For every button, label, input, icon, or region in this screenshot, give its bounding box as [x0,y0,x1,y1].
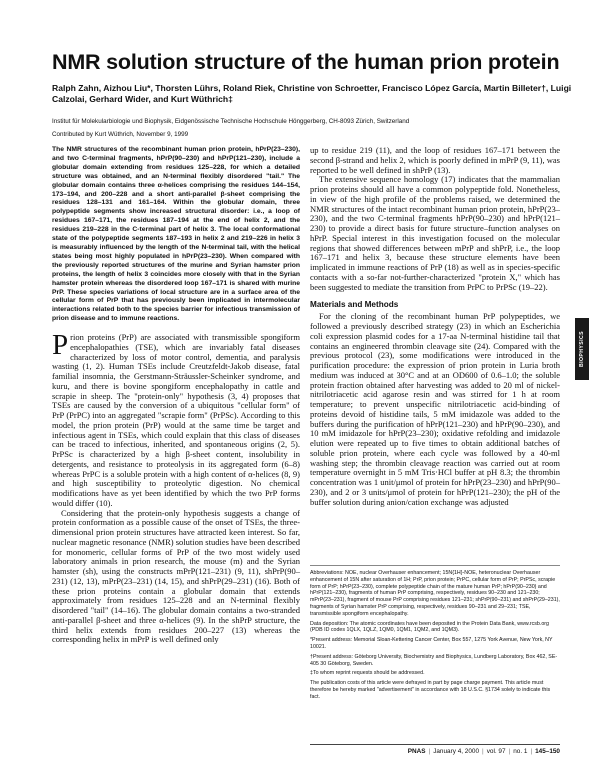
intro-paragraph-1: Prion proteins (PrP) are associated with transmissible spongiform encephalopathies (TSE), which are invariably fatal diseases characterized by loss of motor control, dementia, and paralysis wasting (1, 2). Human TSEs include Creutzfeldt-Jakob disease, fatal familial insomnia, the Gerstmann-Sträussler-Scheinker syndrome, and kuru, and there is bovine spongiform encephalopathy in cattle and scrapie in sheep. The "protein-only" hypothesis (3, 4) proposes that TSEs are caused by the conversion of a ubiquitous "cellular form" of PrP (PrPC) into an aggregated "scrapie form" (PrPSc). According to this model, the prion protein (PrP) would at the same time be target and infectious agent in TSEs, which could explain that this class of diseases can be traced to infectious, inherited, and spontaneous origins (2, 5). PrPSc is characterized by a high β-sheet content, insolubility in detergents, and resistance to proteolysis in its aggregated form (6–8) whereas PrPC is a soluble protein with a high content of α-helices (8, 9) and high susceptibility to proteolytic digestion. No chemical modifications have as yet been identified by which the two PrP forms would differ (10). [52,329,300,508]
journal-name: PNAS [407,748,426,755]
intro-paragraph-2: Considering that the protein-only hypothesis suggests a change of protein conformation as a possible cause of the onset of TSEs, the three-dimensional prion protein structures have attracted keen interest. So far, nuclear magnetic resonance (NMR) solution studies have been described for monomeric, cellular forms of PrP of the two most widely used laboratory animals in prion research, the mouse (m) and the Syrian hamster (sh), using the constructs mPrP(121–231) (9, 11), shPrP(90–231) (12, 13), mPrP(23–231) (14, 15), and shPrP(29–231) (16). Both of these prion proteins contain a globular domain that extends approximately from residues 125–228 and an N-terminal flexibly disordered "tail" (14–16). The globular domain contains a two-stranded anti-parallel β-sheet and three α-helices (9). In the shPrP structure, the third helix extends from residues 200–227 (13) whereas the corresponding helix in mPrP is well defined only [52,507,300,645]
footnotes [310,565,560,704]
footnote-abbreviations: Abbreviations: NOE, nuclear Overhauser enhancement; 15N{1H}-NOE, heteronuclear Overhauser enhancement of 15N after saturation of 1H; PrP, prion protein; PrPC, cellular form of PrP; PrPSc, scrapie form of PrP; hPrP(23–230), complete polypeptide chain of the mature human PrP; hPrP(90–230) and hPrP(121–230), fragments of human PrP comprising, respectively, residues 90–230 and 121–230; mPrP(23–231), fragment of mouse PrP comprising residues 121–231; shPrP(90–231) and shPrP(29–231), fragments of Syrian hamster PrP comprising, respectively, residues 90–231 and 29–231; TSE, transmissible spongiform encephalopathy. [310,570,560,617]
footnote-reprint-requests: ‡To whom reprint requests should be addressed. [310,670,425,677]
footnote-data-deposition: Data deposition: The atomic coordinates have been deposited in the Protein Data Bank, www.rcsb.org (PDB ID codes 1QLX, 1QLZ, 1QM0, 1QM1, 1QM2, and 1QM3). [310,620,549,634]
methods-heading: Materials and Methods [310,300,399,310]
affiliation: Institut für Molekularbiologie und Biophysik, Eidgenössische Technische Hochschule Hönggerberg, CH-8093 Zürich, Switzerland [52,118,410,125]
page-range: 145–150 [535,748,560,755]
page-footer: PNAS | January 4, 2000 | vol. 97 | no. 1 | 145–150 [310,744,560,755]
article-title: NMR solution structure of the human prion protein [52,50,560,74]
volume: vol. 97 [486,748,506,755]
issue-number: no. 1 [513,748,528,755]
section-tab [575,318,589,380]
author-list: Ralph Zahn, Aizhou Liu*, Thorsten Lührs, Roland Riek, Christine von Schroetter, Francisco López García, Martin Billeter†, Luigi Calzolai, Gerhard Wider, and Kurt Wüthrich‡ [52,83,572,104]
contributed-line: Contributed by Kurt Wüthrich, November 9, 1999 [52,131,189,138]
methods-paragraph: For the cloning of the recombinant human PrP polypeptides, we followed a previously described strategy (23) in which an Escherichia coli expression plasmid codes for a 17-aa N-terminal histidine tail that contains an engineered thrombin cleavage site (24). Compared with the previous protocol (23), some modifications were introduced in the purification procedure: the expression of prion protein in Luria broth medium was induced at 30°C and at an OD600 of 0.6–1.0; the soluble protein fraction obtained after harvesting was added to 20 ml of nickel-nitrilotriacetic acid agarose resin and was stirred for 1 h at room temperature; to prevent unspecific nitrilotriacetic acid-binding of proteins devoid of histidine tails, 5 mM imidazole was added to the buffers during the purification of hPrP(121–230) and hPrP(90–230), and 10 mM imidazole for hPrP(23–230); oxidative refolding and imidazole elution were repeated up to five times to obtain additional batches of soluble prion protein, where each cycle was followed by a 40-ml washing step; the thrombin cleavage reaction was carried out at room temperature overnight in 5 mM Tris·HCl buffer at pH 8.3; the thrombin concentration was 1 unit/μmol of protein for hPrP(23–230) and hPrP(90–230), and 2 or 3 units/μmol of protein for hPrP(121–230); the pH of the buffer solution during anion/cation exchange was adjusted [310,311,560,507]
intro-paragraph-4: The extensive sequence homology (17) indicates that the mammalian prion proteins should all have a common polypeptide fold. Nonetheless, in view of the high profile of the problems raised, we determined the NMR structures of the intact recombinant human prion protein, hPrP(23–230), and the two C-terminal fragments hPrP(90–230) and hPrP(121–230) to provide a direct basis for future structure–function analyses on hPrP. Special interest in this investigation focused on the molecular regions that showed differences between mPrP and shPrP, i.e., the loop 167–171 and helix 3, because these structure elements have been implicated in immune reactions of PrP (18) as well as in species-specific contacts with a so-far not-further-characterized "protein X," which has been suggested to mediate the transition from PrPC to PrPSc (19–22). [310,174,560,292]
footnote-present-address-2: †Present address: Göteborg University, Biochemistry and Biophysics, Lundberg Laboratory, Box 462, SE-405 30 Göteborg, Sweden. [310,653,558,667]
intro-paragraph-3: up to residue 219 (11), and the loop of residues 167–171 between the second β-strand and helix 2, which is poorly defined in mPrP (9, 11), was reported to be well defined in shPrP (13). [310,145,560,175]
issue-date: January 4, 2000 [433,748,480,755]
footnote-publication-costs: The publication costs of this article were defrayed in part by page charge payment. This article must therefore be hereby marked "advertisement" in accordance with 18 U.S.C. §1734 solely to indicate this fact. [310,680,551,700]
abstract: The NMR structures of the recombinant human prion protein, hPrP(23–230), and two C-terminal fragments, hPrP(90–230) and hPrP(121–230), include a globular domain extending from residues 125–228, for which a detailed structure was obtained, and an N-terminal flexibly disordered "tail." The globular domain contains three α-helices comprising the residues 144–154, 173–194, and 200–228 and a short anti-parallel β-sheet comprising the residues 128–131 and 161–164. Within the globular domain, three polypeptide segments show increased structural disorder: i.e., a loop of residues 167–171, the residues 187–194 at the end of helix 2, and the residues 219–228 in the C-terminal part of helix 3. The local conformational state of the polypeptide segments 187–193 in helix 2 and 219–226 in helix 3 is measurably influenced by the length of the N-terminal tail, with the helical states being most highly populated in hPrP(23–230). When compared with the previously reported structures of the murine and Syrian hamster prion proteins, the length of helix 3 coincides more closely with that in the Syrian hamster protein whereas the disordered loop 167–171 is shared with murine PrP. These species variations of local structure are in a surface area of the cellular form of PrP that has previously been implicated in intermolecular interactions related both to the species barrier for infectious transmission of prion disease and to immune reactions. [52,146,300,323]
section-tab-label: BIOPHYSICS [579,331,585,367]
left-column [52,146,300,645]
right-column [310,146,560,507]
footnote-present-address-1: *Present address: Memorial Sloan-Kettering Cancer Center, Box 557, 1275 York Avenue, New York, NY 10021. [310,637,553,650]
